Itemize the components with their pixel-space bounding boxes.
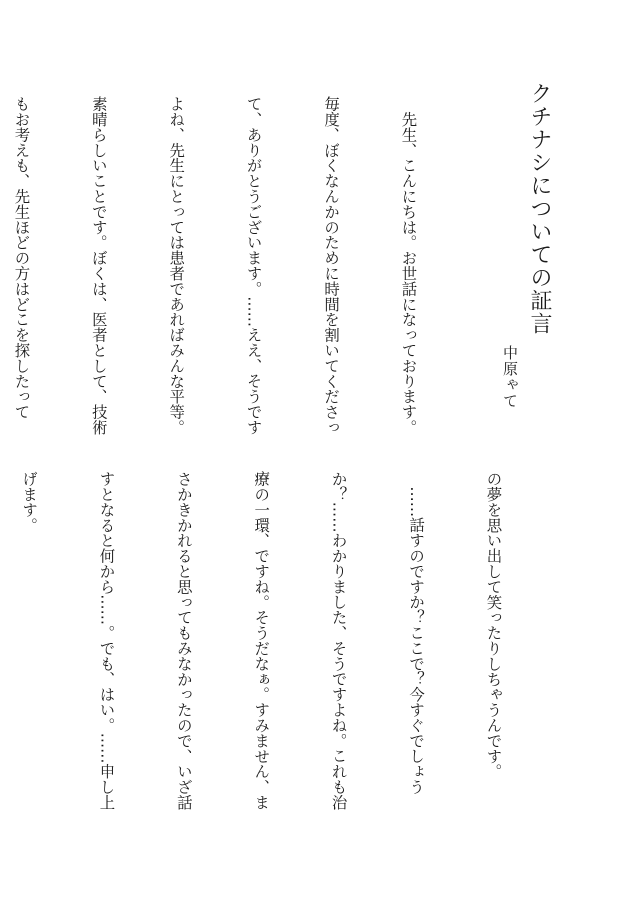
text-column: げます。 — [20, 471, 39, 533]
body-text-top — [0, 96, 472, 441]
text-column: さかきかれると思ってもみなかったので、いざ話 — [174, 471, 193, 810]
text-column: 療の一環、ですね。そうだなぁ。すみません、ま — [252, 471, 271, 810]
document-title: クチナシについての証言 — [527, 82, 552, 335]
text-column: て、ありがとうございます。……ええ、そうです — [244, 96, 263, 435]
text-column: すとなると何から……。でも、はい。……申し上 — [97, 471, 116, 810]
text-column: 素晴らしいことです。ぼくは、医者として、技術 — [89, 96, 108, 435]
text-column: 毎度、ぼくなんかのために時間を割いてくださっ — [322, 96, 341, 435]
text-column: よね、先生にとっては患者であればみんな平等。 — [167, 96, 186, 435]
body-text-bottom — [0, 471, 557, 816]
text-column: 先生、こんにちは。お世話になっております。 — [399, 96, 418, 435]
text-column: もお考えも、先生ほどの方はどこを探したって — [12, 96, 31, 420]
author-name: 中原ゃて — [501, 345, 519, 409]
text-column: の夢を思い出して笑ったりしちゃうんです。 — [484, 471, 503, 779]
text-column: ……話すのですか？ここで？今すぐでしょう — [407, 471, 426, 795]
text-column: か？……わかりました、そうですよね。これも治 — [329, 471, 348, 810]
